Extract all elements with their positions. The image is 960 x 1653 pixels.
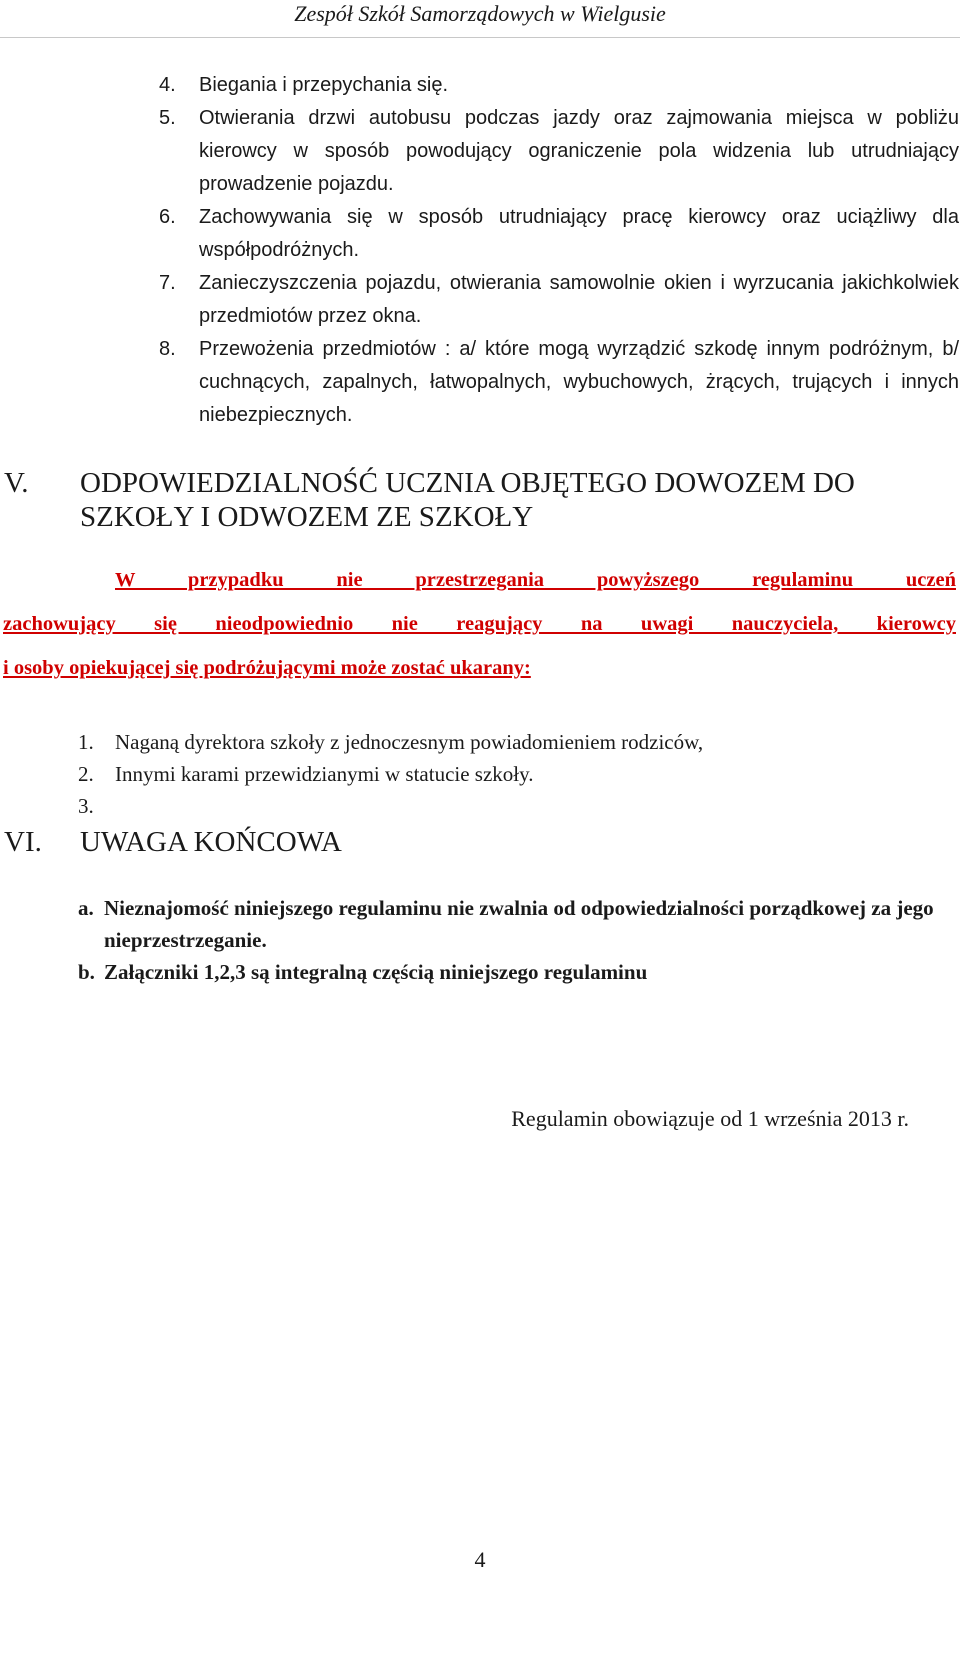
penalties-list (78, 726, 938, 822)
list-item-text: Zachowywania się w sposób utrudniający pracę kierowcy oraz uciążliwy dla współpodróżnych. (199, 206, 959, 261)
section-v-heading (0, 466, 960, 534)
list-item-number: 8. (159, 338, 176, 360)
list-item (159, 69, 959, 102)
list-item (159, 267, 959, 333)
list-item (78, 956, 938, 988)
list-item (159, 201, 959, 267)
prohibitions-list (159, 69, 959, 432)
list-item-text: Biegania i przepychania się. (199, 74, 449, 96)
list-item-number: 1. (78, 730, 94, 754)
list-item-letter: a. (78, 896, 94, 920)
list-item-text: Innymi karami przewidzianymi w statucie szkoły. (115, 762, 534, 786)
section-v-title (80, 466, 950, 534)
list-item (159, 333, 959, 432)
section-vi-heading (0, 825, 960, 859)
warning-line: W przypadku nie przestrzegania powyższego regulaminu uczeń (115, 569, 956, 591)
penalty-warning (3, 558, 956, 690)
warning-line: i osoby opiekującej się podróżującymi może zostać ukarany: (3, 657, 531, 679)
section-v-title-line2: SZKOŁY I ODWOZEM ZE SZKOŁY (80, 501, 534, 533)
warning-line: zachowujący się nieodpowiednio nie reagujący na uwagi nauczyciela, kierowcy (3, 613, 956, 635)
list-item (78, 892, 938, 956)
section-vi-numeral: VI. (4, 826, 42, 858)
list-item (78, 758, 938, 790)
list-item-text: Zanieczyszczenia pojazdu, otwierania samowolnie okien i wyrzucania jakichkolwiek przedmiotów przez okna. (199, 272, 959, 327)
list-item-text: Załączniki 1,2,3 są integralną częścią niniejszego regulaminu (104, 960, 648, 984)
final-notes-list (78, 892, 938, 988)
list-item-number: 7. (159, 272, 176, 294)
validity-statement: Regulamin obowiązuje od 1 września 2013 r. (511, 1106, 909, 1131)
list-item-number: 3. (78, 794, 94, 818)
list-item (78, 726, 938, 758)
page-number: 4 (474, 1547, 486, 1572)
list-item-text: Naganą dyrektora szkoły z jednoczesnym powiadomieniem rodziców, (115, 730, 704, 754)
list-item (78, 790, 938, 822)
section-v-numeral: V. (4, 467, 29, 499)
list-item-number: 5. (159, 107, 176, 129)
list-item-text: Nieznajomość niniejszego regulaminu nie zwalnia od odpowiedzialności porządkowej za jego nieprzestrzeganie. (104, 896, 934, 952)
list-item-text: Otwierania drzwi autobusu podczas jazdy oraz zajmowania miejsca w pobliżu kierowcy w sposób powodujący ograniczenie pola widzenia lub utrudniający prowadzenie pojazdu. (199, 107, 959, 195)
page-header: Zespół Szkół Samorządowych w Wielgusie (294, 1, 666, 26)
list-item-number: 6. (159, 206, 176, 228)
header-rule (0, 37, 960, 38)
section-vi-title: UWAGA KOŃCOWA (80, 826, 342, 858)
list-item (159, 102, 959, 201)
list-item-text: Przewożenia przedmiotów : a/ które mogą wyrządzić szkodę innym podróżnym, b/ cuchnących, zapalnych, łatwopalnych, wybuchowych, żrących, trujących i innych niebezpiecznych. (199, 338, 959, 426)
list-item-letter: b. (78, 960, 95, 984)
list-item-number: 4. (159, 74, 176, 96)
section-v-title-line1: ODPOWIEDZIALNOŚĆ UCZNIA OBJĘTEGO DOWOZEM DO (80, 467, 855, 499)
list-item-number: 2. (78, 762, 94, 786)
